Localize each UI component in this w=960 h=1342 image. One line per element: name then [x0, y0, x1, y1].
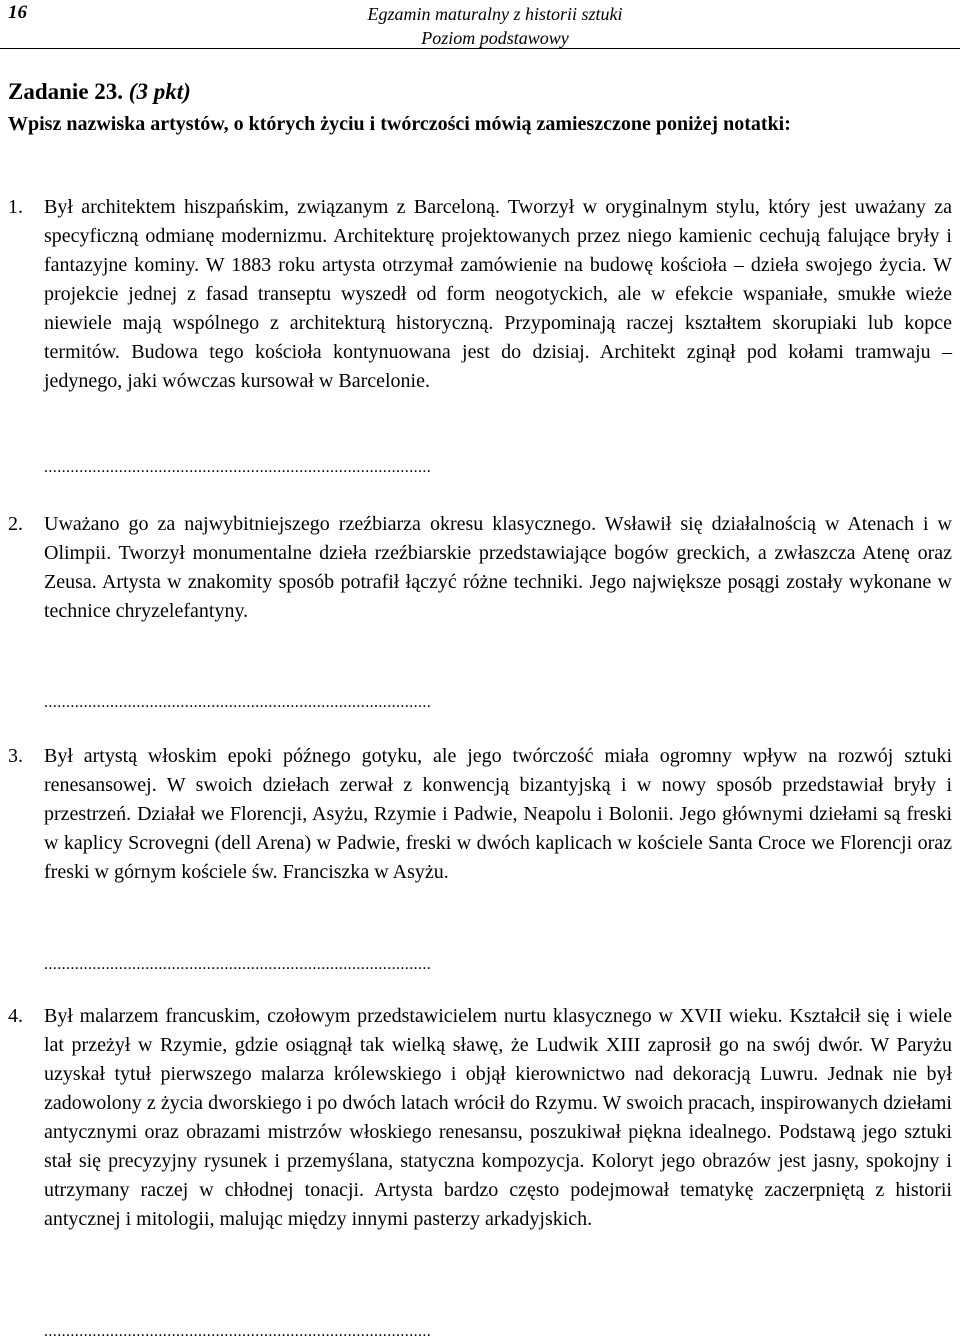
exam-title: Egzamin maturalny z historii sztuki [367, 4, 623, 24]
list-item [8, 742, 952, 887]
item-text: Był artystą włoskim epoki późnego gotyku, ale jego twórczość miała ogromny wpływ na rozwój sztuki renesansowej. W swoich dziełach zerwał z konwencją bizantyjską i w nowy sposób przedstawiał bryły i przestrzeń. Działał we Florencji, Asyżu, Rzymie i Padwie, Neapolu i Bolonii. Jego głównymi dziełami są freski w kaplicy Scrovegni (dell Arena) w Padwie, freski w dwóch kaplicach w kościele Santa Croce we Florencji oraz freski w górnym kościele św. Franciszka w Asyżu. [44, 745, 952, 883]
answer-line[interactable]: ........................................................................................ [44, 459, 432, 476]
item-number: 4. [8, 1005, 23, 1027]
exam-level: Poziom podstawowy [421, 28, 569, 48]
task-instruction: Wpisz nazwiska artystów, o których życiu i twórczości mówią zamieszczone poniżej notatki: [8, 113, 791, 135]
exam-header [290, 2, 700, 50]
page-number: 16 [8, 2, 27, 23]
item-text: Uważano go za najwybitniejszego rzeźbiarza okresu klasycznego. Wsławił się działalnością w Atenach i w Olimpii. Tworzył monumentalne dzieła rzeźbiarskie przedstawiające bogów greckich, a zwłaszcza Atenę oraz Zeusa. Artysta w znakomity sposób potrafił łączyć różne techniki. Jego największe posągi zostały wykonane w technice chryzelefantyny. [44, 513, 952, 622]
answer-line[interactable]: ........................................................................................ [44, 956, 432, 973]
task-heading [8, 78, 191, 106]
list-item [8, 1002, 952, 1234]
item-number: 1. [8, 196, 23, 218]
answer-line[interactable]: ........................................................................................ [44, 1323, 432, 1340]
list-item [8, 193, 952, 396]
list-item [8, 510, 952, 626]
item-text: Był malarzem francuskim, czołowym przedstawicielem nurtu klasycznego w XVII wieku. Kształcił się i wiele lat przeżył w Rzymie, gdzie osiągnął tak wielką sławę, że Ludwik XIII zaprosił go na swój dwór. W Paryżu uzyskał tytuł pierwszego malarza królewskiego i objął kierownictwo nad dekoracją Luwru. Jednak nie był zadowolony z życia dworskiego i po dwóch latach wrócił do Rzymu. W swoich pracach, inspirowanych dziełami antycznymi oraz obrazami mistrzów włoskiego renesansu, poszukiwał piękna idealnego. Podstawą jego sztuki stał się precyzyjny rysunek i przemyślana, statyczna kompozycja. Koloryt jego obrazów jest jasny, spokojny i utrzymany raczej w chłodnej tonacji. Artysta bardzo często podejmował tematykę zaczerpniętą z historii antycznej i mitologii, malując między innymi pasterzy arkadyjskich. [44, 1005, 952, 1230]
item-number: 2. [8, 513, 23, 535]
page-header [0, 0, 960, 49]
task-title: Zadanie 23. [8, 79, 124, 104]
answer-line[interactable]: ........................................................................................ [44, 694, 432, 711]
item-number: 3. [8, 745, 23, 767]
task-points: (3 pkt) [128, 79, 191, 104]
item-text: Był architektem hiszpańskim, związanym z Barceloną. Tworzył w oryginalnym stylu, który jest uważany za specyficzną odmianę modernizmu. Architekturę projektowanych przez niego kamienic cechują falujące bryły i fantazyjne kominy. W 1883 roku artysta otrzymał zamówienie na budowę kościoła – dzieła swojego życia. W projekcie jednej z fasad transeptu wyszedł od form neogotyckich, ale w efekcie wspaniałe, smukłe wieże niewiele mają wspólnego z architekturą historyczną. Przypominają raczej kształtem skorupiaki lub kopce termitów. Budowa tego kościoła kontynuowana jest do dzisiaj. Architekt zginął pod kołami tramwaju – jedynego, jaki wówczas kursował w Barcelonie. [44, 196, 952, 392]
